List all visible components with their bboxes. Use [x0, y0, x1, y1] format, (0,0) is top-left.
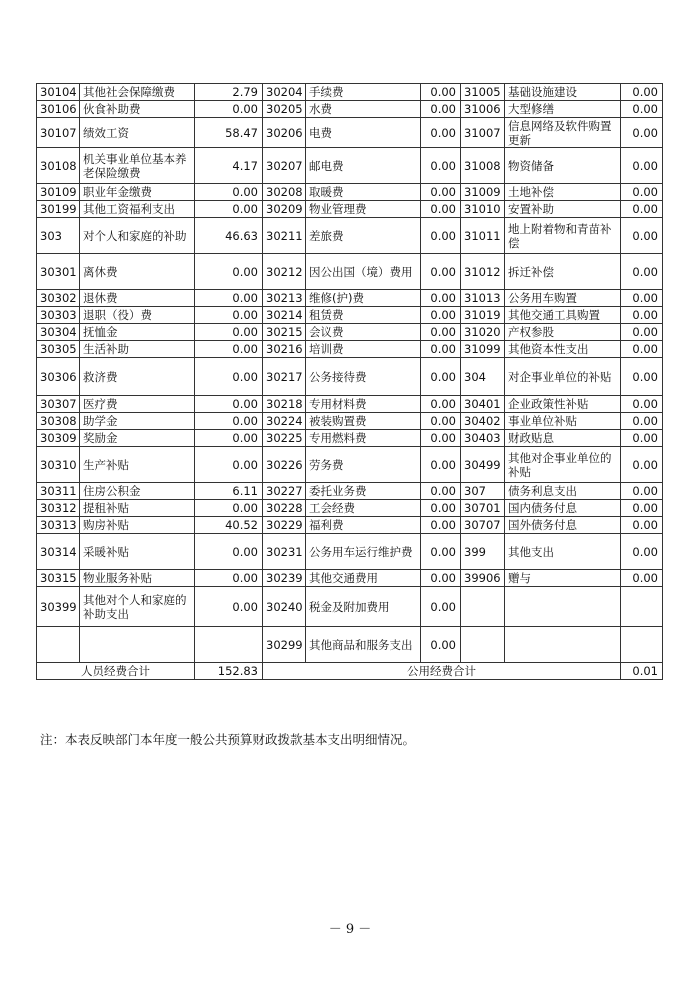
code-cell: 30226: [263, 447, 306, 483]
amount: 0.00: [195, 324, 263, 341]
public-total-value: 0.01: [621, 663, 663, 680]
amount: 58.47: [195, 118, 263, 148]
code-cell: 30315: [37, 570, 80, 587]
code-cell: 30109: [37, 184, 80, 201]
code-cell: 31099: [461, 341, 505, 358]
table-row: [37, 184, 663, 201]
amount: 40.52: [195, 517, 263, 534]
table-row: [37, 447, 663, 483]
code-cell: 30229: [263, 517, 306, 534]
code-cell: [37, 627, 80, 663]
table-row: [37, 201, 663, 218]
code-cell: 31013: [461, 290, 505, 307]
code-cell: 30499: [461, 447, 505, 483]
table-row: [37, 254, 663, 290]
amount: 0.00: [621, 396, 663, 413]
amount: 0.00: [195, 570, 263, 587]
amount: 0.00: [195, 358, 263, 396]
amount: 0.00: [421, 148, 461, 184]
code-cell: 399: [461, 534, 505, 570]
table-row: [37, 534, 663, 570]
item-name: 住房公积金: [80, 483, 195, 500]
code-cell: 31005: [461, 84, 505, 101]
item-name: 购房补贴: [80, 517, 195, 534]
amount: 0.00: [621, 413, 663, 430]
amount: 0.00: [195, 307, 263, 324]
amount: 0.00: [421, 500, 461, 517]
item-name: 租赁费: [306, 307, 421, 324]
item-name: 手续费: [306, 84, 421, 101]
amount: 0.00: [621, 430, 663, 447]
amount: 0.00: [195, 447, 263, 483]
amount: 0.00: [421, 218, 461, 254]
item-name: 公务用车运行维护费: [306, 534, 421, 570]
item-name: 退休费: [80, 290, 195, 307]
table-row: [37, 148, 663, 184]
item-name: 物业服务补贴: [80, 570, 195, 587]
amount: 0.00: [195, 201, 263, 218]
item-name: 拆迁补偿: [505, 254, 621, 290]
item-name: 其他资本性支出: [505, 341, 621, 358]
code-cell: 31020: [461, 324, 505, 341]
code-cell: 307: [461, 483, 505, 500]
item-name: 税金及附加费用: [306, 587, 421, 627]
item-name: 水费: [306, 101, 421, 118]
amount: 0.00: [421, 483, 461, 500]
code-cell: 30402: [461, 413, 505, 430]
code-cell: 30309: [37, 430, 80, 447]
totals-row: [37, 663, 663, 680]
code-cell: 30240: [263, 587, 306, 627]
amount: 2.79: [195, 84, 263, 101]
item-name: 大型修缮: [505, 101, 621, 118]
item-name: 对个人和家庭的补助: [80, 218, 195, 254]
amount: 0.00: [621, 118, 663, 148]
code-cell: 30214: [263, 307, 306, 324]
item-name: 赠与: [505, 570, 621, 587]
item-name: 工会经费: [306, 500, 421, 517]
code-cell: 30205: [263, 101, 306, 118]
amount: 0.00: [621, 447, 663, 483]
code-cell: 30224: [263, 413, 306, 430]
amount: 0.00: [621, 148, 663, 184]
code-cell: 31008: [461, 148, 505, 184]
item-name: 劳务费: [306, 447, 421, 483]
item-name: 专用燃料费: [306, 430, 421, 447]
amount: 0.00: [421, 358, 461, 396]
amount: 0.00: [621, 201, 663, 218]
code-cell: 30308: [37, 413, 80, 430]
amount: 0.00: [621, 101, 663, 118]
amount: 0.00: [195, 500, 263, 517]
code-cell: 30106: [37, 101, 80, 118]
amount: 0.00: [621, 218, 663, 254]
item-name: 被装购置费: [306, 413, 421, 430]
table-row: [37, 307, 663, 324]
basic-expenditure-table: [36, 83, 663, 680]
amount: 0.00: [421, 184, 461, 201]
item-name: 提租补贴: [80, 500, 195, 517]
table-row: [37, 290, 663, 307]
code-cell: 30104: [37, 84, 80, 101]
code-cell: 31006: [461, 101, 505, 118]
code-cell: 30299: [263, 627, 306, 663]
item-name: 委托业务费: [306, 483, 421, 500]
amount: 0.00: [621, 500, 663, 517]
item-name: 其他社会保障缴费: [80, 84, 195, 101]
table-row: [37, 101, 663, 118]
code-cell: 30225: [263, 430, 306, 447]
code-cell: 30239: [263, 570, 306, 587]
item-name: 福利费: [306, 517, 421, 534]
item-name: 医疗费: [80, 396, 195, 413]
item-name: 财政贴息: [505, 430, 621, 447]
amount: 0.00: [195, 254, 263, 290]
amount: [621, 627, 663, 663]
table-row: [37, 587, 663, 627]
item-name: 会议费: [306, 324, 421, 341]
item-name: 其他对个人和家庭的补助支出: [80, 587, 195, 627]
code-cell: 31007: [461, 118, 505, 148]
table-row: [37, 341, 663, 358]
item-name: 助学金: [80, 413, 195, 430]
amount: 0.00: [621, 290, 663, 307]
amount: 0.00: [195, 290, 263, 307]
item-name: 抚恤金: [80, 324, 195, 341]
item-name: [80, 627, 195, 663]
amount: 0.00: [421, 254, 461, 290]
amount: [195, 627, 263, 663]
amount: 0.00: [621, 358, 663, 396]
item-name: 其他支出: [505, 534, 621, 570]
code-cell: 30303: [37, 307, 80, 324]
code-cell: 31010: [461, 201, 505, 218]
amount: 0.00: [621, 483, 663, 500]
table-row: [37, 500, 663, 517]
public-total-label: 公用经费合计: [263, 663, 621, 680]
item-name: 退职（役）费: [80, 307, 195, 324]
item-name: 伙食补助费: [80, 101, 195, 118]
code-cell: 30401: [461, 396, 505, 413]
item-name: 其他交通费用: [306, 570, 421, 587]
code-cell: 30307: [37, 396, 80, 413]
amount: 6.11: [195, 483, 263, 500]
code-cell: 30208: [263, 184, 306, 201]
code-cell: 31011: [461, 218, 505, 254]
amount: 0.00: [421, 290, 461, 307]
table-row: [37, 218, 663, 254]
item-name: 其他商品和服务支出: [306, 627, 421, 663]
item-name: 培训费: [306, 341, 421, 358]
code-cell: [461, 627, 505, 663]
item-name: 对企事业单位的补贴: [505, 358, 621, 396]
code-cell: 30399: [37, 587, 80, 627]
amount: 0.00: [421, 447, 461, 483]
code-cell: 30215: [263, 324, 306, 341]
item-name: 差旅费: [306, 218, 421, 254]
code-cell: 30228: [263, 500, 306, 517]
personnel-total-value: 152.83: [195, 663, 263, 680]
item-name: 公务用车购置: [505, 290, 621, 307]
amount: 0.00: [195, 413, 263, 430]
amount: 0.00: [421, 517, 461, 534]
code-cell: 30217: [263, 358, 306, 396]
item-name: [505, 587, 621, 627]
amount: 0.00: [195, 534, 263, 570]
item-name: 国内债务付息: [505, 500, 621, 517]
item-name: 企业政策性补贴: [505, 396, 621, 413]
code-cell: 31009: [461, 184, 505, 201]
table-row: [37, 517, 663, 534]
code-cell: 30211: [263, 218, 306, 254]
code-cell: 30107: [37, 118, 80, 148]
item-name: 地上附着物和青苗补偿: [505, 218, 621, 254]
item-name: 绩效工资: [80, 118, 195, 148]
code-cell: 304: [461, 358, 505, 396]
item-name: 其他交通工具购置: [505, 307, 621, 324]
amount: 0.00: [621, 534, 663, 570]
code-cell: 39906: [461, 570, 505, 587]
code-cell: 31019: [461, 307, 505, 324]
amount: 0.00: [621, 324, 663, 341]
table-note: 注：本表反映部门本年度一般公共预算财政拨款基本支出明细情况。: [40, 732, 416, 747]
code-cell: 303: [37, 218, 80, 254]
item-name: [505, 627, 621, 663]
amount: 0.00: [421, 101, 461, 118]
amount: 0.00: [195, 341, 263, 358]
item-name: 生活补助: [80, 341, 195, 358]
code-cell: 30312: [37, 500, 80, 517]
item-name: 其他对企事业单位的补贴: [505, 447, 621, 483]
code-cell: 30707: [461, 517, 505, 534]
code-cell: 30313: [37, 517, 80, 534]
amount: 0.00: [421, 341, 461, 358]
item-name: 离休费: [80, 254, 195, 290]
code-cell: 30314: [37, 534, 80, 570]
item-name: 物业管理费: [306, 201, 421, 218]
amount: 0.00: [621, 307, 663, 324]
amount: 0.00: [621, 84, 663, 101]
amount: 0.00: [421, 534, 461, 570]
item-name: 因公出国（境）费用: [306, 254, 421, 290]
code-cell: 30199: [37, 201, 80, 218]
amount: 0.00: [195, 430, 263, 447]
code-cell: 30213: [263, 290, 306, 307]
item-name: 邮电费: [306, 148, 421, 184]
code-cell: 30108: [37, 148, 80, 184]
item-name: 信息网络及软件购置更新: [505, 118, 621, 148]
amount: 46.63: [195, 218, 263, 254]
code-cell: 30701: [461, 500, 505, 517]
item-name: 电费: [306, 118, 421, 148]
code-cell: 30207: [263, 148, 306, 184]
code-cell: 30204: [263, 84, 306, 101]
item-name: 产权参股: [505, 324, 621, 341]
code-cell: 30216: [263, 341, 306, 358]
item-name: 救济费: [80, 358, 195, 396]
amount: 0.00: [421, 570, 461, 587]
code-cell: 30310: [37, 447, 80, 483]
amount: 0.00: [421, 118, 461, 148]
code-cell: 30227: [263, 483, 306, 500]
code-cell: 30218: [263, 396, 306, 413]
amount: 0.00: [421, 324, 461, 341]
amount: 0.00: [421, 430, 461, 447]
code-cell: 30209: [263, 201, 306, 218]
code-cell: 30304: [37, 324, 80, 341]
code-cell: 31012: [461, 254, 505, 290]
code-cell: 30403: [461, 430, 505, 447]
table-row: [37, 84, 663, 101]
amount: 0.00: [621, 517, 663, 534]
code-cell: 30305: [37, 341, 80, 358]
item-name: 专用材料费: [306, 396, 421, 413]
table-row: [37, 413, 663, 430]
item-name: 债务利息支出: [505, 483, 621, 500]
amount: 0.00: [195, 184, 263, 201]
table-row: [37, 396, 663, 413]
code-cell: 30306: [37, 358, 80, 396]
item-name: 维修(护)费: [306, 290, 421, 307]
table-row: [37, 627, 663, 663]
code-cell: [461, 587, 505, 627]
amount: 0.00: [621, 254, 663, 290]
amount: 0.00: [195, 587, 263, 627]
amount: 0.00: [421, 413, 461, 430]
code-cell: 30311: [37, 483, 80, 500]
table-row: [37, 430, 663, 447]
amount: 0.00: [421, 307, 461, 324]
item-name: 取暖费: [306, 184, 421, 201]
code-cell: 30302: [37, 290, 80, 307]
table-row: [37, 483, 663, 500]
item-name: 事业单位补贴: [505, 413, 621, 430]
code-cell: 30212: [263, 254, 306, 290]
amount: 0.00: [421, 201, 461, 218]
amount: 0.00: [195, 396, 263, 413]
item-name: 公务接待费: [306, 358, 421, 396]
amount: 0.00: [195, 101, 263, 118]
code-cell: 30301: [37, 254, 80, 290]
item-name: 土地补偿: [505, 184, 621, 201]
page-number: － 9 －: [328, 922, 372, 937]
table-row: [37, 570, 663, 587]
amount: 0.00: [621, 341, 663, 358]
amount: 0.00: [421, 84, 461, 101]
amount: 0.00: [621, 184, 663, 201]
item-name: 机关事业单位基本养老保险缴费: [80, 148, 195, 184]
personnel-total-label: 人员经费合计: [37, 663, 195, 680]
item-name: 生产补贴: [80, 447, 195, 483]
item-name: 采暖补贴: [80, 534, 195, 570]
code-cell: 30231: [263, 534, 306, 570]
item-name: 基础设施建设: [505, 84, 621, 101]
table-row: [37, 118, 663, 148]
item-name: 物资储备: [505, 148, 621, 184]
table-body: [37, 84, 663, 663]
item-name: 职业年金缴费: [80, 184, 195, 201]
amount: 0.00: [421, 587, 461, 627]
item-name: 安置补助: [505, 201, 621, 218]
amount: 4.17: [195, 148, 263, 184]
amount: 0.00: [421, 396, 461, 413]
item-name: 国外债务付息: [505, 517, 621, 534]
amount: 0.00: [621, 570, 663, 587]
table-row: [37, 358, 663, 396]
amount: 0.00: [421, 627, 461, 663]
amount: [621, 587, 663, 627]
item-name: 其他工资福利支出: [80, 201, 195, 218]
code-cell: 30206: [263, 118, 306, 148]
item-name: 奖励金: [80, 430, 195, 447]
table-row: [37, 324, 663, 341]
